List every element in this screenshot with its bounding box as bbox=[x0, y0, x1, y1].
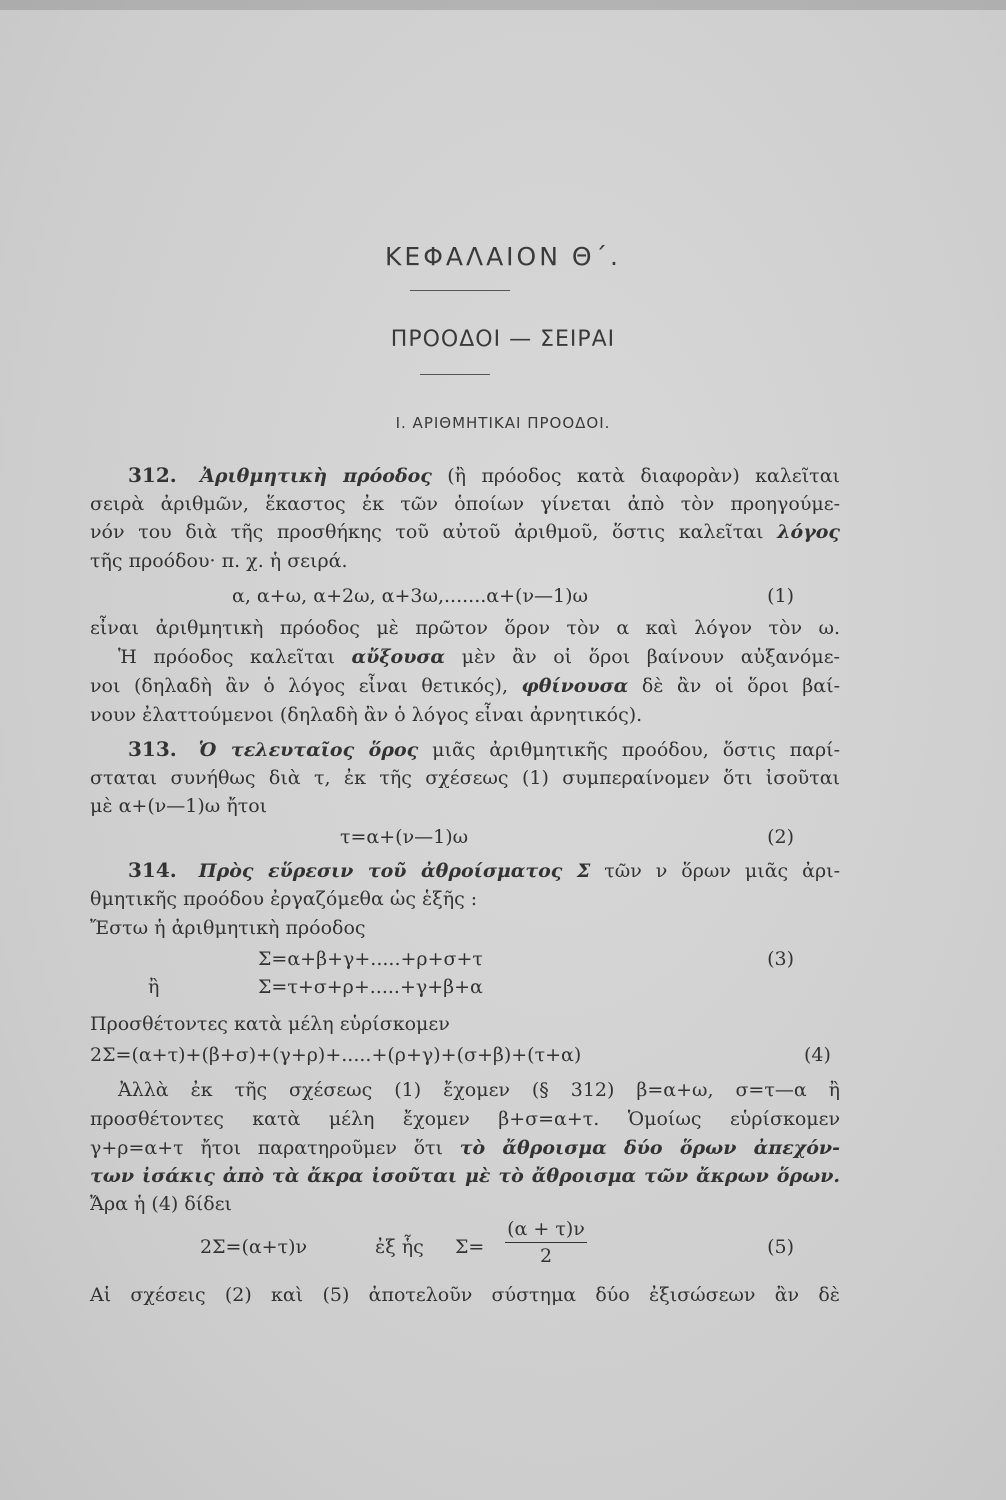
paragraph-line bbox=[118, 645, 840, 669]
text-span: Ἡ πρόοδος καλεῖται bbox=[118, 646, 335, 668]
paragraph-line: μὲ α+(ν—1)ω ἤτοι bbox=[90, 795, 268, 817]
equation: Σ=α+β+γ+.....+ρ+σ+τ bbox=[258, 948, 483, 970]
fraction-bar bbox=[505, 1242, 587, 1243]
paragraph-line: προσθέτοντες κατὰ μέλη ἔχομεν β+σ=α+τ. Ὁμοίως εὑρίσκομεν bbox=[90, 1108, 840, 1130]
paragraph-line: τῆς προόδου· π. χ. ἡ σειρά. bbox=[90, 550, 348, 572]
paragraph-line: Ἔστω ἡ ἀριθμητικὴ πρόοδος bbox=[90, 917, 366, 939]
page-top-shadow bbox=[0, 0, 1006, 10]
chapter-heading: ΚΕΦΑΛΑΙΟΝ Θ΄. bbox=[385, 242, 621, 271]
fraction bbox=[505, 1218, 587, 1267]
paragraph-line: εἶναι ἀριθμητικὴ πρόοδος μὲ πρῶτον ὅρον τὸν α καὶ λόγον τὸν ω. bbox=[90, 617, 840, 639]
divider-rule bbox=[420, 374, 490, 375]
paragraph-line: θμητικῆς προόδου ἐργαζόμεθα ὡς ἑξῆς : bbox=[90, 888, 478, 910]
section-heading: ΠΡΟΟΔΟΙ — ΣΕΙΡΑΙ bbox=[390, 327, 616, 352]
equation: Σ= bbox=[455, 1236, 485, 1258]
paragraph-line: Ἄρα ἡ (4) δίδει bbox=[90, 1193, 232, 1215]
equation-number: (3) bbox=[767, 948, 794, 970]
equation-or: ἢ bbox=[148, 976, 160, 998]
text-span: δὲ ἂν οἱ ὅροι βαί- bbox=[641, 675, 840, 697]
paragraph-number: 312. bbox=[128, 463, 177, 487]
text-span: μιᾶς ἀριθμητικῆς προόδου, ὅστις παρί- bbox=[432, 739, 840, 761]
fraction-numerator: (α + τ)ν bbox=[507, 1218, 585, 1240]
equation: τ=α+(ν—1)ω bbox=[340, 826, 469, 848]
equation-number: (2) bbox=[767, 826, 794, 848]
fraction-denominator: 2 bbox=[539, 1245, 553, 1267]
text-span: νοι (δηλαδὴ ἂν ὁ λόγος εἶναι θετικός), bbox=[90, 675, 509, 697]
paragraph-line bbox=[128, 858, 840, 883]
defined-term: λόγος bbox=[777, 521, 840, 543]
text-span: μὲν ἂν οἱ ὅροι βαίνουν αὐξανόμε- bbox=[461, 646, 840, 668]
text-span: νόν του διὰ τῆς προσθήκης τοῦ αὐτοῦ ἀριθμοῦ, ὅστις καλεῖται bbox=[90, 521, 764, 543]
subsection-heading: Ι. ΑΡΙΘΜΗΤΙΚΑΙ ΠΡΟΟΔΟΙ. bbox=[395, 414, 611, 432]
emphasis-text: τὸ ἄθροισμα δύο ὅρων ἀπεχόν- bbox=[459, 1137, 840, 1159]
text-span: γ+ρ=α+τ ἤτοι παρατηροῦμεν ὅτι bbox=[90, 1137, 443, 1159]
paragraph-line: Προσθέτοντες κατὰ μέλη εὑρίσκομεν bbox=[90, 1013, 450, 1035]
text-span: τῶν ν ὅρων μιᾶς ἀρι- bbox=[604, 860, 840, 882]
equation-number: (5) bbox=[767, 1236, 794, 1258]
paragraph-line: νουν ἐλαττούμενοι (δηλαδὴ ἂν ὁ λόγος εἶναι ἀρνητικός). bbox=[90, 704, 643, 726]
paragraph-number: 314. bbox=[128, 858, 177, 882]
paragraph-line: Ἀλλὰ ἐκ τῆς σχέσεως (1) ἔχομεν (§ 312) β=α+ω, σ=τ—α ἢ bbox=[118, 1079, 840, 1101]
defined-term: αὔξουσα bbox=[351, 646, 446, 668]
defined-term: φθίνουσα bbox=[521, 675, 629, 697]
equation: α, α+ω, α+2ω, α+3ω,.......α+(ν—1)ω bbox=[232, 585, 588, 607]
paragraph-line bbox=[90, 520, 840, 544]
defined-term: Ἀριθμητικὴ πρόοδος bbox=[200, 465, 432, 487]
paragraph-line: σειρὰ ἀριθμῶν, ἕκαστος ἐκ τῶν ὁποίων γίνεται ἀπὸ τὸν προηγούμε- bbox=[90, 493, 840, 515]
paragraph-number: 313. bbox=[128, 737, 177, 761]
defined-term: Πρὸς εὕρεσιν τοῦ ἀθροίσματος Σ bbox=[198, 860, 591, 882]
equation-number: (1) bbox=[767, 585, 794, 607]
defined-term: Ὁ τελευταῖος ὅρος bbox=[198, 739, 419, 761]
paragraph-line bbox=[128, 463, 840, 488]
equation: 2Σ=(α+τ)+(β+σ)+(γ+ρ)+.....+(ρ+γ)+(σ+β)+(τ+α) bbox=[90, 1044, 582, 1066]
equation-text: ἐξ ἧς bbox=[375, 1236, 424, 1258]
equation-number: (4) bbox=[804, 1044, 831, 1066]
equation: 2Σ=(α+τ)ν bbox=[200, 1236, 308, 1258]
paragraph-line bbox=[128, 737, 840, 762]
paragraph-line bbox=[90, 1136, 840, 1160]
equation: Σ=τ+σ+ρ+.....+γ+β+α bbox=[258, 976, 483, 998]
text-span: (ἢ πρόοδος κατὰ διαφορὰν) καλεῖται bbox=[447, 465, 840, 487]
paragraph-line: σταται συνήθως διὰ τ, ἐκ τῆς σχέσεως (1) συμπεραίνομεν ὅτι ἰσοῦται bbox=[90, 767, 840, 789]
paragraph-line: των ἰσάκις ἀπὸ τὰ ἄκρα ἰσοῦται μὲ τὸ ἄθροισμα τῶν ἄκρων ὅρων. bbox=[90, 1165, 840, 1187]
paragraph-line: Αἱ σχέσεις (2) καὶ (5) ἀποτελοῦν σύστημα δύο ἐξισώσεων ἂν δὲ bbox=[90, 1284, 840, 1306]
paragraph-line bbox=[90, 674, 840, 698]
divider-rule bbox=[410, 290, 510, 291]
